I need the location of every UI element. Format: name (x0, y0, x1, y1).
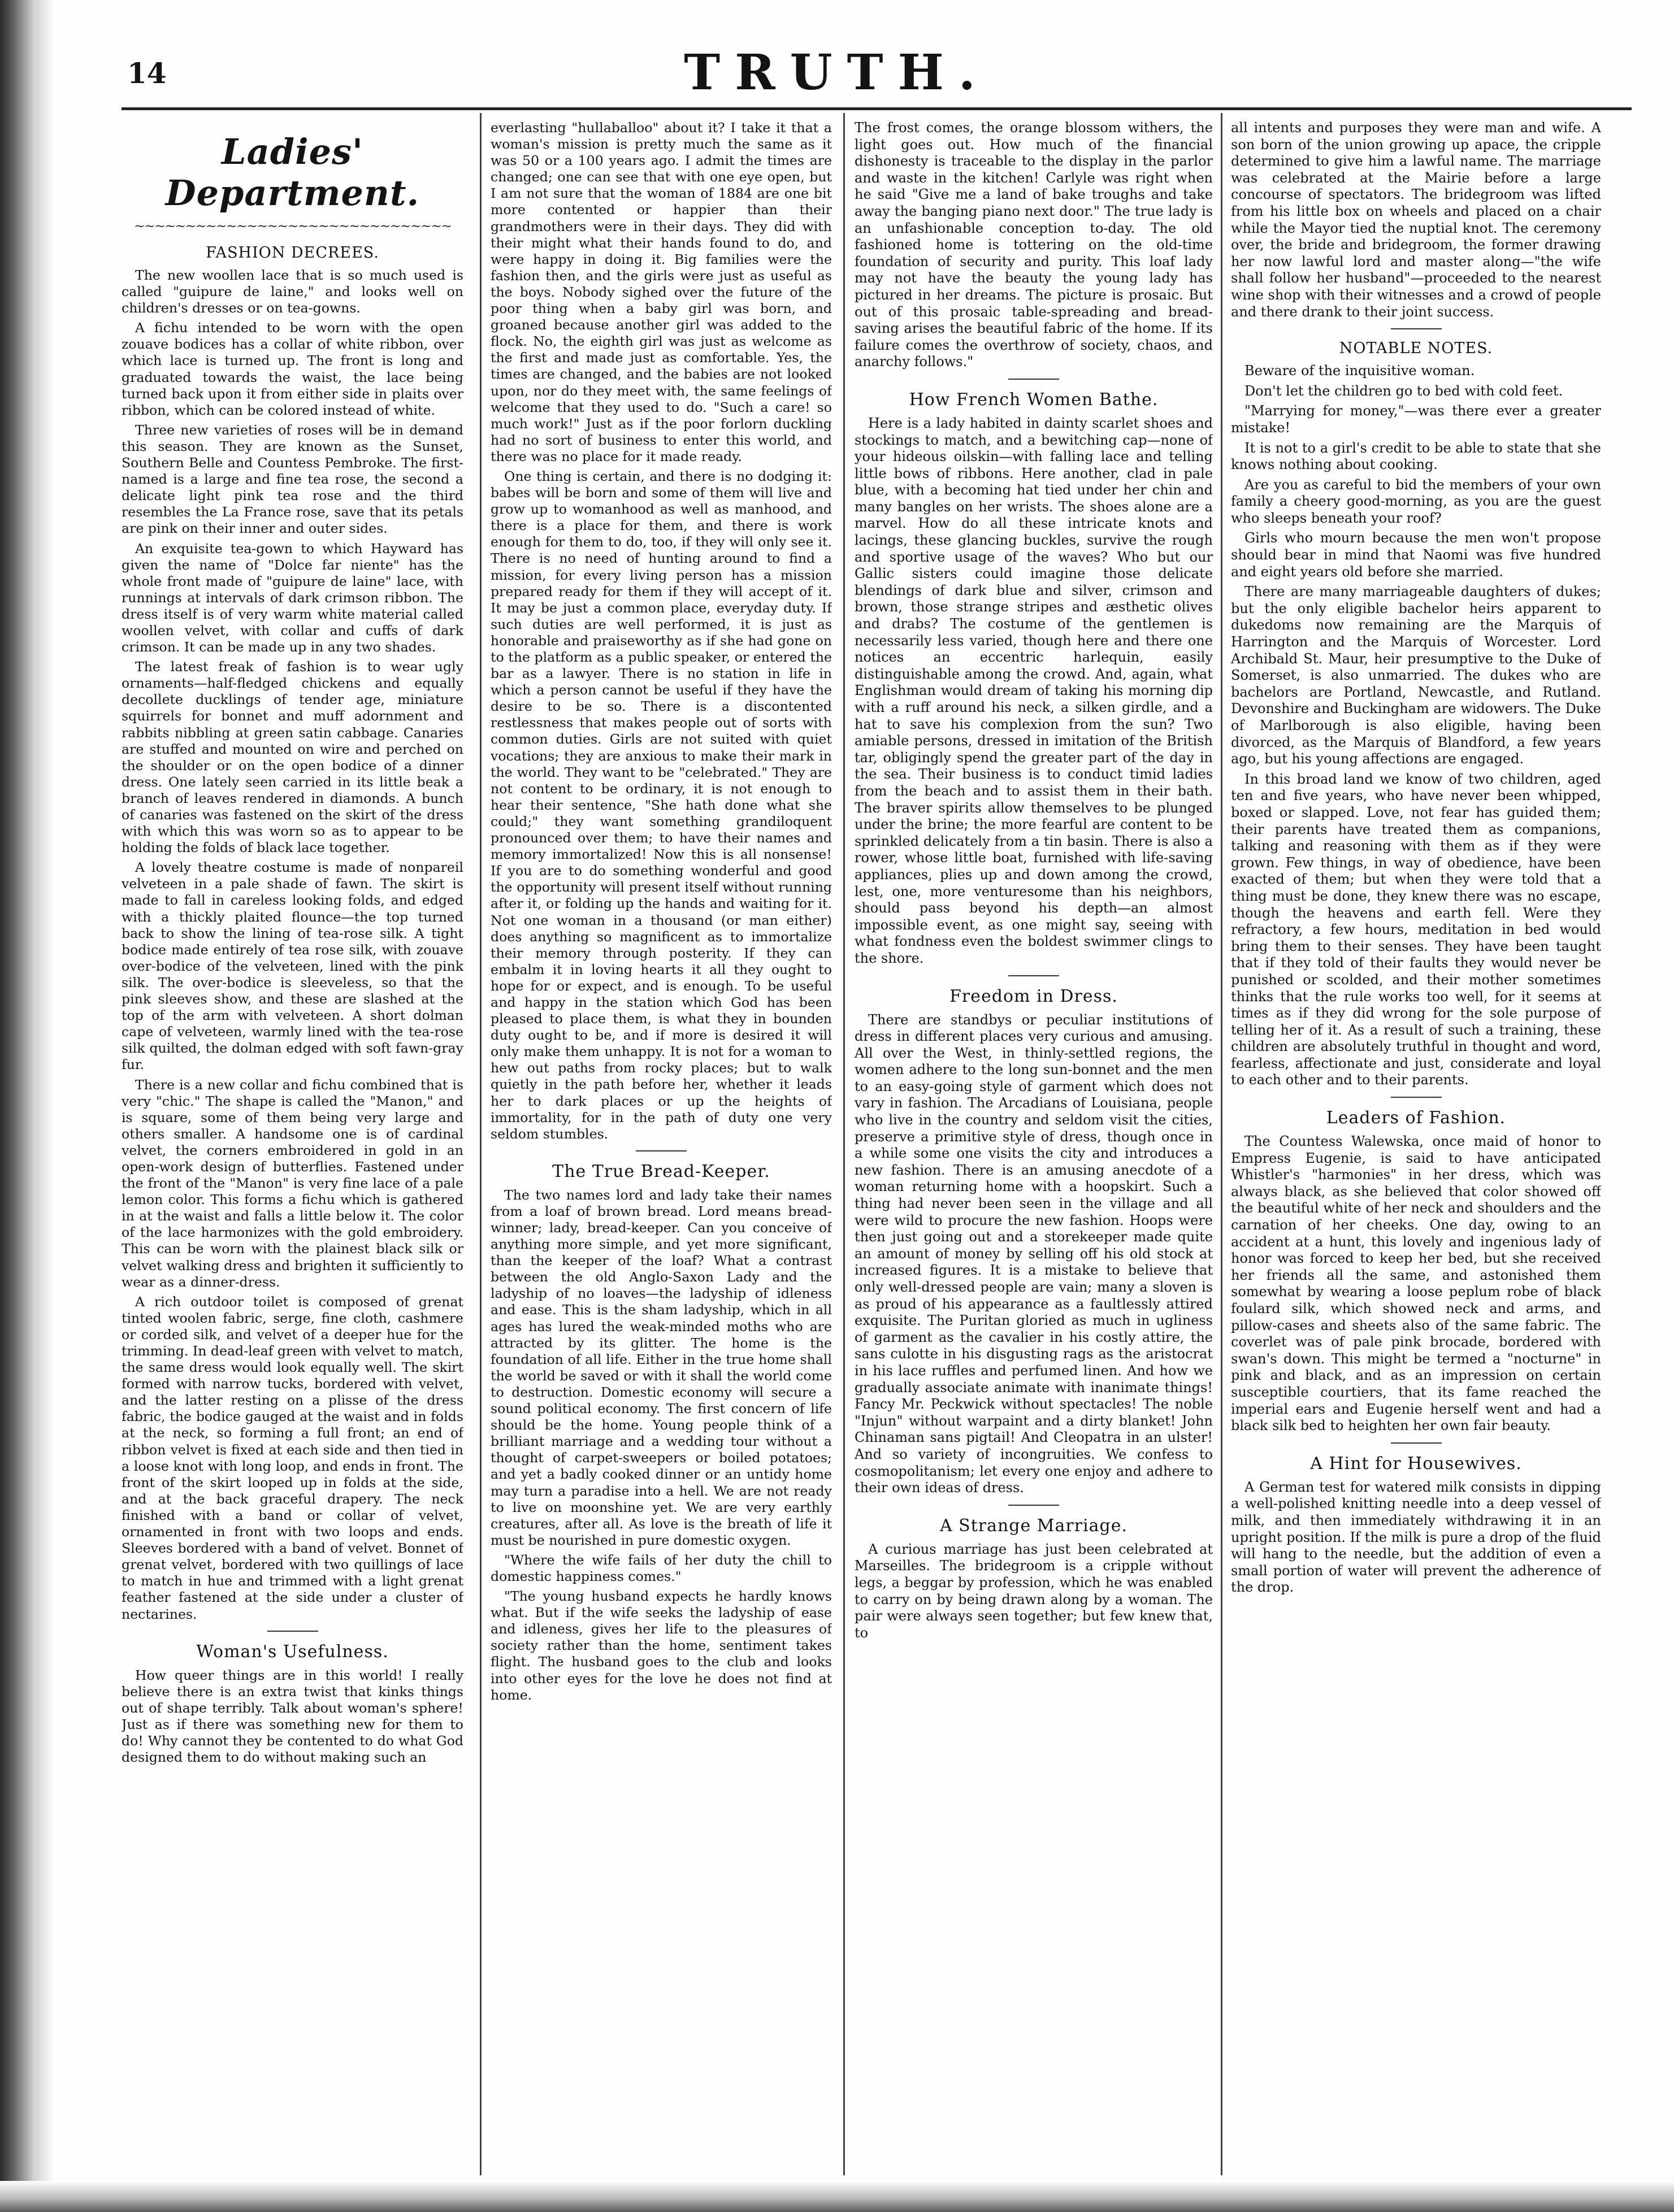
section-title-notable-notes: NOTABLE NOTES. (1339, 340, 1493, 358)
article-paragraph: One thing is certain, and there is no dodging it: babes will be born and some of them will live and grow up to womanhood as well as manhood, and there is a place for them, and there is work enough for them to do, too, if they will only see it. There is no need of hunting around to find a mission, for every living person has a mission prepared ready for them if they will accept of it. It may be just a common place, everyday duty. If such duties are well performed, it is just as honorable and praiseworthy as if she had gone on to the platform as a public speaker, or entered the bar as a lawyer. There is no station in life in which a person cannot be useful if they have the desire to be so. There is a discontented restlessness that makes people out of sorts with common duties. Girls are not suited with quiet vocations; they are anxious to make their mark in the world. They want to be "celebrated." They are not content to be ordinary, it is not enough to hear their sentence, "She hath done what she could;" they want something grandiloquent pronounced over them; to have their names and memory immortalized! Now this is all nonsense! If you are to do something wonderful and good the opportunity will present itself without running after it, or folding up the hands and waiting for it. Not one woman in a thousand (or man either) does anything so magnificent as to immortalize their memory through posterity. If they can embalm it in loving hearts it all they ought to hope for or expect, and is enough. To be useful and happy in the station which God has been pleased to place them, is what they in bounden duty ought to be, and if more is desired it will only make them unhappy. It is not for a woman to hew out paths from rocky places; but to walk quietly in the path before her, whether it leads her to dark places or up the heights of immortality, for in the path of duty one very seldom stumbles. (491, 468, 832, 1142)
article-paragraph: How queer things are in this world! I really believe there is an extra twist that kinks things out of shape terribly. Talk about woman's sphere! Just as if there was something new for them to do! Why cannot they be contented to do what God designed them to do without making such an (122, 1667, 463, 1766)
note-paragraph: In this broad land we know of two children, aged ten and five years, who have never been whipped, boxed or slapped. Love, not fear has guided them; their parents have treated them as companions, talking and reasoning with them as if they were grown. Few things, in way of obedience, have been exacted of them; but when they were told that a thing must be done, they knew there was no escape, though the heavens and earth fell. Were they refractory, a few hours, meditation in bed would bring them to their senses. They have been taught that if they told of their faults they would never be punished or scolded, and their mother sometimes thinks that the rule works too well, for it seems at times as if they did wrong for the sole purpose of telling her of it. As a result of such a training, these children are absolutely truthful in thought and word, fearless, affectionate and just, considerate and loyal to each other and to their parents. (1231, 771, 1601, 1088)
section-title-leaders-of-fashion: Leaders of Fashion. (1326, 1108, 1506, 1128)
section-title-true-bread-keeper: The True Bread-Keeper. (552, 1161, 770, 1181)
scan-bottom-shadow (0, 2181, 1674, 2212)
column-rule (843, 113, 845, 2175)
section-divider (1008, 975, 1059, 976)
section-divider (1391, 1442, 1442, 1444)
article-paragraph: "The young husband expects he hardly knows what. But if the wife seeks the ladyship of ease and idleness, gives her life to the pleasures of society rather than the home, sentiment takes flight. The husband goes to the club and looks into other eyes for the love he does not find at home. (491, 1588, 832, 1703)
article-paragraph: A fichu intended to be worn with the open zouave bodices has a collar of white ribbon, over which lace is turned up. The front is long and graduated towards the waist, the lace being turned back upon it from either side in plaits over ribbon, which can be colored instead of white. (122, 320, 463, 418)
column-3 (855, 120, 1213, 2176)
column-1 (122, 120, 463, 2176)
article-paragraph: all intents and purposes they were man and wife. A son born of the union growing up apace, the cripple determined to give him a lawful name. The marriage was celebrated at the Mairie before a large concourse of spectators. The bridegroom was lifted from his little box on wheels and placed on a chair while the Mayor tied the nuptial knot. The ceremony over, the bride and bridegroom, the former drawing her now lawful lord and master along—"the wife shall follow her husband"—proceeded to the nearest wine shop with their witnesses and a crowd of people and there drank to their joint success. (1231, 120, 1601, 320)
note-paragraph: "Marrying for money,"—was there ever a greater mistake! (1231, 403, 1601, 436)
section-divider (1008, 379, 1059, 380)
article-paragraph: Three new varieties of roses will be in demand this season. They are known as the Sunset, Southern Belle and Countess Pembroke. The first-named is a large and fine tea rose, the second a delicate light pink tea rose and the third resembles the La France rose, save that its petals are pink on their inner and outer sides. (122, 421, 463, 537)
article-paragraph: The new woollen lace that is so much used is called "guipure de laine," and looks well on children's dresses or on tea-gowns. (122, 267, 463, 316)
article-paragraph: A German test for watered milk consists in dipping a well-polished knitting needle into a deep vessel of milk, and then immediately withdrawing it in an upright position. If the milk is pure a drop of the fluid will hang to the needle, but the addition of even a small portion of water will prevent the adherence of the drop. (1231, 1479, 1601, 1596)
section-title-fashion-decrees: FASHION DECREES. (206, 244, 379, 262)
department-title: Ladies' Department. (165, 131, 420, 214)
page-number: 14 (127, 57, 167, 90)
section-divider (1391, 1097, 1442, 1098)
section-title-hint-for-housewives: A Hint for Housewives. (1310, 1453, 1522, 1474)
column-2 (491, 120, 832, 2176)
column-rule (480, 113, 482, 2175)
article-paragraph: A rich outdoor toilet is composed of grenat tinted woolen fabric, serge, fine cloth, cashmere or corded silk, and velvet of a deeper hue for the trimming. In dead-leaf green with velvet to match, the same dress would look equally well. The skirt formed with narrow tucks, bordered with velvet, and the latter resting on a plisse of the dress fabric, the bodice gauged at the waist and in folds at the neck, so forming a full front; an end of ribbon velvet is fixed at each side and then tied in a loose knot with long loop, and ends in front. The front of the skirt looped up in folds at the side, and at the back graceful drapery. The neck finished with a band or collar of velvet, ornamented in front with two loops and ends. Sleeves bordered with a band of velvet. Bonnet of grenat velvet, bordered with two quillings of lace to match in hue and trimmed with a light grenat feather fastened at the side under a cluster of nectarines. (122, 1293, 463, 1622)
column-rule (1221, 113, 1222, 2175)
scan-edge-shadow (0, 0, 54, 2212)
article-paragraph: The Countess Walewska, once maid of honor to Empress Eugenie, is said to have anticipated Whistler's "harmonies" in her dress, which was always black, as she believed that color showed off the beautiful white of her neck and shoulders and the carnation of her cheeks. One day, owing to an accident at a hunt, this lovely and ingenious lady of honor was forced to keep her bed, but she received her friends all the same, and astonished them somewhat by wearing a loose peplum robe of black foulard silk, which showed neck and arms, and pillow-cases and sheets also of the same fabric. The coverlet was of pale pink brocade, bordered with swan's down. This might be termed a "nocturne" in pink and black, and as an impression on certain susceptible courtiers, that its fame reached the imperial ears and Eugenie herself went and had a black silk bed to heighten her own fair beauty. (1231, 1133, 1601, 1434)
wavy-divider: ~~~~~~~~~~~~~~~~~~~~~~~~~~~~~~~ (133, 218, 452, 234)
note-paragraph: It is not to a girl's credit to be able to state that she knows nothing about cooking. (1231, 440, 1601, 473)
section-divider (1008, 1505, 1059, 1506)
note-paragraph: There are many marriageable daughters of dukes; but the only eligible bachelor heirs apparent to dukedoms now remaining are the Marquis of Harrington and the Marquis of Worcester. Lord Archibald St. Maur, heir presumptive to the Duke of Somerset, is also unmarried. The dukes who are bachelors are Portland, Newcastle, and Rutland. Devonshire and Buckingham are widowers. The Duke of Marlborough is also eligible, having been divorced, as the Marquis of Blandford, a few years ago, but his young affections are engaged. (1231, 584, 1601, 767)
section-title-strange-marriage: A Strange Marriage. (939, 1515, 1128, 1536)
article-paragraph: The latest freak of fashion is to wear ugly ornaments—half-fledged chickens and equally decollete ducklings of tender age, miniature squirrels for bonnet and muff adornment and rabbits nibbling at green satin cabbage. Canaries are stuffed and mounted on wire and perched on the shoulder or on the open bodice of a dinner dress. One lately seen carried in its little beak a branch of leaves rendered in diamonds. A bunch of canaries was fastened on the skirt of the dress with which this was worn so as to appear to be holding the folds of black lace together. (122, 659, 463, 856)
note-paragraph: Girls who mourn because the men won't propose should bear in mind that Naomi was five hundred and eight years old before she married. (1231, 530, 1601, 580)
article-paragraph: An exquisite tea-gown to which Hayward has given the name of "Dolce far niente" has the whole front made of "guipure de laine" lace, with runnings at intervals of dark crimson ribbon. The dress itself is of very warm white material called woollen velvet, with collar and cuffs of dark crimson. It can be made up in any two shades. (122, 540, 463, 655)
section-divider (1391, 328, 1442, 329)
article-paragraph: There are standbys or peculiar institutions of dress in different places very curious and amusing. All over the West, in thinly-settled regions, the women adhere to the long sun-bonnet and the men to an easy-going style of garment which does not vary in fashion. The Arcadians of Louisiana, people who live in the country and seldom visit the cities, preserve a primitive style of dress, though once in a while some one visits the city and introduces a new fashion. There is an amusing anecdote of a woman returning home with a hoopskirt. Such a thing had never been seen in the village and all were wild to procure the new fashion. Hoops were then just going out and a storekeeper made quite an amount of money by selling off his old stock at increased figures. It is a mistake to believe that only well-dressed people are vain; many a sloven is as proud of his appearance as a faultlessly attired exquisite. The Puritan gloried as much in ugliness of garment as the cavalier in his costly attire, the sans culotte in his disgusting rags as the aristocrat in his lace ruffles and perfumed linen. And how we gradually associate animate with inanimate things! Fancy Mr. Peckwick without spectacles! The noble "Injun" without warpaint and a dirty blanket! John Chinaman sans pigtail! And Cleopatra in an ulster! And so variety of incongruities. We confess to cosmopolitanism; let every one enjoy and adhere to their own ideas of dress. (855, 1011, 1213, 1496)
article-paragraph: everlasting "hullaballoo" about it? I take it that a woman's mission is pretty much the same as it was 50 or a 100 years ago. I admit the times are changed; one can see that with one eye open, but I am not sure that the woman of 1884 are one bit more contented or happier than their grandmothers were in their days. They did with their might what their hands found to do, and were happy in doing it. Big families were the fashion then, and the girls were just as useful as the boys. Nobody sighed over the future of the poor thing when a baby girl was born, and groaned because another girl was added to the flock. No, the eighth girl was just as welcome as the first and made just as comfortable. Yes, the times are changed, and the babies are not looked upon, nor do they meet with, the same feelings of welcome that they used to do. "Such a care! so much work!" Just as if the poor forlorn duckling had no sort of business to enter this world, and there was no place for it made ready. (491, 120, 832, 464)
article-paragraph: There is a new collar and fichu combined that is very "chic." The shape is called the "Manon," and is square, some of them being very large and others smaller. A handsome one is of cardinal velvet, the corners embroidered in gold in an open-work design of butterflies. Fastened under the front of the "Manon" is very fine lace of a pale lemon color. This forms a fichu which is gathered in at the waist and falls a little below it. The color of the lace harmonizes with the gold embroidery. This can be worn with the plainest black silk or velvet walking dress and brighten it sufficiently to wear as a dinner-dress. (122, 1076, 463, 1290)
note-paragraph: Don't let the children go to bed with cold feet. (1244, 383, 1563, 399)
article-paragraph: A curious marriage has just been celebrated at Marseilles. The bridegroom is a cripple without legs, a beggar by profession, which he was enabled to carry on by being drawn along by a woman. The pair were always seen together; but few knew that, to (855, 1541, 1213, 1641)
article-paragraph: The two names lord and lady take their names from a loaf of brown bread. Lord means bread-winner; lady, bread-keeper. Can you conceive of anything more simple, and yet more significant, than the keeper of the loaf? What a contrast between the old Anglo-Saxon Lady and the ladyship of no loaves—the ladyship of idleness and ease. This is the sham ladyship, which in all ages has lured the weak-minded moths who are attracted by its glitter. The home is the foundation of all life. Either in the true home shall the world be saved or with it shall the world come to destruction. Domestic economy will secure a sound political economy. The first concern of life should be the home. Young people think of a brilliant marriage and a wedding tour without a thought of carpet-sweepers or boiled potatoes; and yet a badly cooked dinner or an untidy home may turn a paradise into a hell. We are not ready to live on moonshine yet. We are very earthly creatures, after all. As love is the breath of life it must be nourished in pure domestic oxygen. (491, 1187, 832, 1548)
masthead-rule (122, 107, 1632, 110)
section-title-freedom-in-dress: Freedom in Dress. (949, 986, 1118, 1006)
article-paragraph: "Where the wife fails of her duty the chill to domestic happiness comes." (491, 1552, 832, 1584)
section-divider (636, 1150, 687, 1151)
section-title-french-women-bathe: How French Women Bathe. (909, 389, 1159, 410)
note-paragraph: Are you as careful to bid the members of your own family a cheery good-morning, as you are the guest who sleeps beneath your roof? (1231, 476, 1601, 526)
note-paragraph: Beware of the inquisitive woman. (1244, 363, 1475, 379)
article-paragraph: The frost comes, the orange blossom withers, the light goes out. How much of the financial dishonesty is traceable to the display in the parlor and waste in the kitchen! Carlyle was right when he said "Give me a land of bake troughs and take away the banging piano next door." The true lady is an unfashionable conception to-day. The old fashioned home is tottering on the old-time foundation of security and purity. This loaf lady may not have the beauty the young lady has pictured in her dreams. The picture is prosaic. But out of this prosaic table-spreading and bread-saving arises the beautiful fabric of the home. If its failure comes the overthrow of society, chaos, and anarchy follows." (855, 120, 1213, 370)
masthead: TRUTH. (684, 44, 990, 101)
article-paragraph: A lovely theatre costume is made of nonpareil velveteen in a pale shade of fawn. The skirt is made to fall in careless looking folds, and edged with a thickly plaited flounce—the top turned back to show the lining of tea-rose silk. A tight bodice made entirely of tea rose silk, with zouave over-bodice of the velveteen, lined with the pink silk. The over-bodice is sleeveless, so that the pink sleeves show, and these are slashed at the top of the arm with velveteen. A short dolman cape of velveteen, warmly lined with the tea-rose silk quilted, the dolman edged with soft fawn-gray fur. (122, 859, 463, 1073)
section-divider (267, 1631, 318, 1632)
section-title-womans-usefulness: Woman's Usefulness. (196, 1641, 389, 1662)
article-paragraph: Here is a lady habited in dainty scarlet shoes and stockings to match, and a bewitching cap—none of your hideous oilskin—with falling lace and telling little bows of ribbons. Here another, clad in pale blue, with a becoming hat tied under her chin and many bangles on her wrists. The shoes alone are a marvel. How do all these intricate knots and lacings, these glancing buckles, survive the rough and sportive usage of the waves? Who but our Gallic sisters could imagine those delicate blendings of dark blue and silver, crimson and brown, those strange stripes and æsthetic olives and drabs? The costume of the gentlemen is necessarily less varied, though here and there one notices an eccentric harlequin, easily distinguishable among the crowd. And, again, what Englishman would dream of taking his morning dip with a ruff around his neck, a silken girdle, and a hat to save his complexion from the sun? Two amiable persons, dressed in imitation of the British tar, obligingly spend the greater part of the day in the sea. Their business is to conduct timid ladies from the beach and to assist them in their bath. The braver spirits allow themselves to be plunged under the brine; the more fearful are content to be sprinkled delicately from a tin basin. There is also a rower, whose little boat, furnished with life-saving appliances, plies up and down among the crowd, lest, one, more venturesome than his neighbors, should pass beyond his depth—an almost impossible event, as one might say, seeing with what fondness even the boldest swimmer clings to the shore. (855, 415, 1213, 966)
column-4 (1231, 120, 1601, 2176)
